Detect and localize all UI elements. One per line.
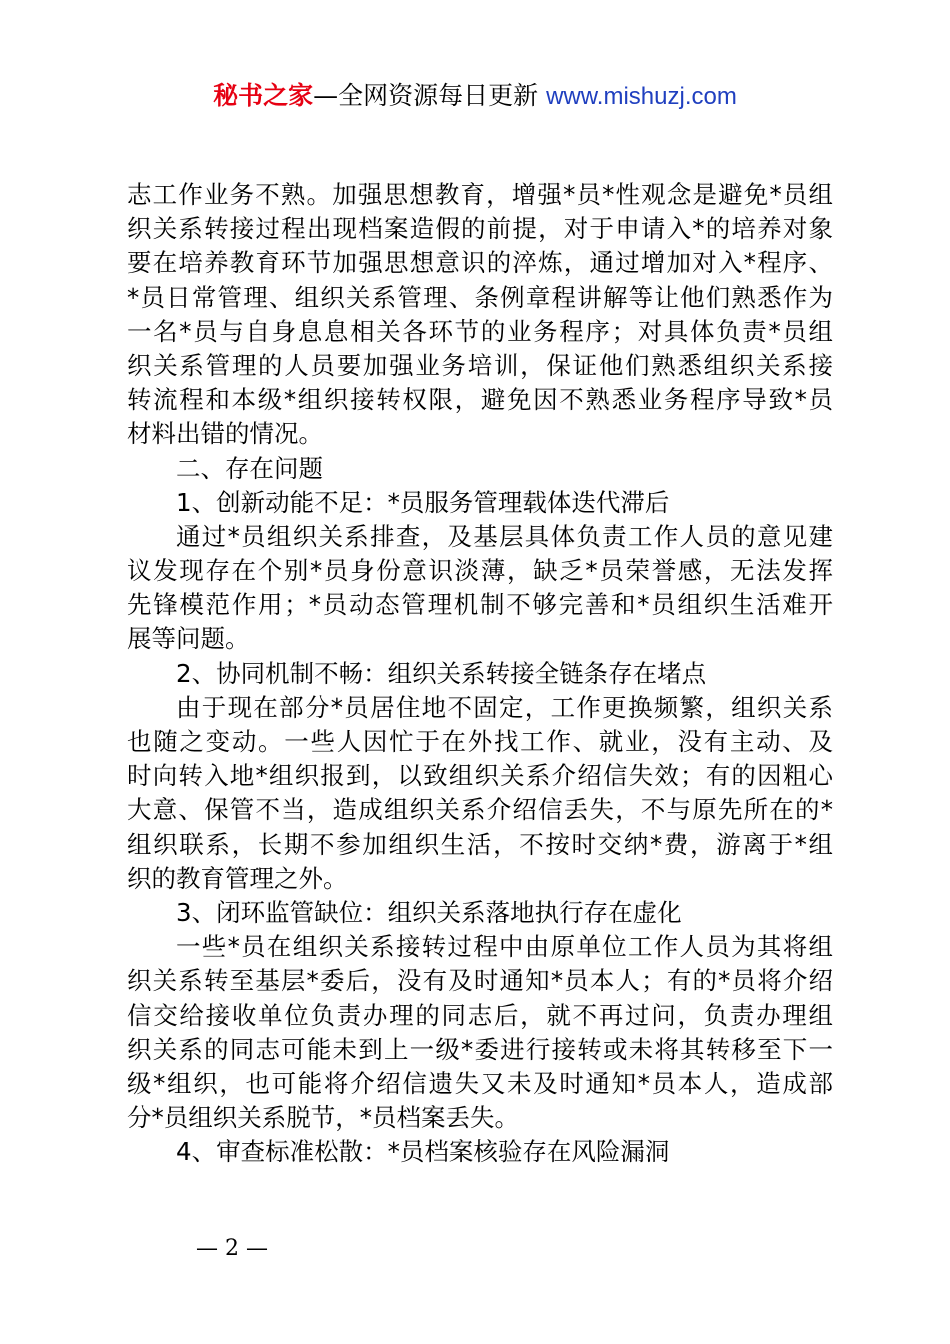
header-slogan: 全网资源每日更新 <box>338 81 547 110</box>
text-line: 信交给接收单位负责办理的同志后，就不再过问，负责办理组 <box>127 1000 833 1030</box>
text-line: 也随之变动。一些人因忙于在外找工作、就业，没有主动、及 <box>127 727 833 756</box>
subsection-heading: 2、协同机制不畅：组织关系转接全链条存在堵点 <box>176 658 707 688</box>
text-line: *员日常管理、组织关系管理、条例章程讲解等让他们熟悉作为 <box>127 282 833 312</box>
text-line: 志工作业务不熟。加强思想教育，增强*员*性观念是避免*员组 <box>127 180 833 209</box>
text-line: 织的教育管理之外。 <box>127 863 348 893</box>
text-line: 一些*员在组织关系接转过程中由原单位工作人员为其将组 <box>176 932 833 962</box>
text-line: 织关系的同志可能未到上一级*委进行接转或未将其转移至下一 <box>127 1034 833 1064</box>
site-url[interactable]: www.mishuzj.com <box>546 83 737 110</box>
site-header <box>0 80 950 113</box>
text-line: 时向转入地*组织报到，以致组织关系介绍信失效；有的因粗心 <box>127 761 833 791</box>
section-heading: 二、存在问题 <box>176 453 323 483</box>
text-line: 级*组织，也可能将介绍信遗失又未及时通知*员本人，造成部 <box>127 1068 833 1098</box>
text-line: 展等问题。 <box>127 624 250 654</box>
document-body <box>127 178 833 1169</box>
text-line: 通过*员组织关系排查，及基层具体负责工作人员的意见建 <box>176 521 833 551</box>
subsection-heading: 1、创新动能不足：*员服务管理载体迭代滞后 <box>176 487 670 517</box>
text-line: 织关系转至基层*委后，没有及时通知*员本人；有的*员将介绍 <box>127 966 833 996</box>
text-line: 材料出错的情况。 <box>127 419 323 449</box>
text-line: 组织联系，长期不参加组织生活，不按时交纳*费，游离于*组 <box>127 829 833 859</box>
text-line: 由于现在部分*员居住地不固定，工作更换频繁，组织关系 <box>176 692 833 722</box>
text-line: 转流程和本级*组织接转权限，避免因不熟悉业务程序导致*员 <box>127 385 833 415</box>
text-line: 先锋模范作用；*员动态管理机制不够完善和*员组织生活难开 <box>127 590 833 620</box>
site-brand: 秘书之家 <box>213 81 314 110</box>
header-dash: — <box>313 81 339 110</box>
text-line: 要在培养教育环节加强思想意识的淬炼，通过增加对入*程序、 <box>127 248 833 278</box>
text-line: 大意、保管不当，造成组织关系介绍信丢失，不与原先所在的* <box>127 795 833 825</box>
text-line: 分*员组织关系脱节，*员档案丢失。 <box>127 1103 519 1133</box>
text-line: 一名*员与自身息息相关各环节的业务程序；对具体负责*员组 <box>127 316 833 346</box>
subsection-heading: 3、闭环监管缺位：组织关系落地执行存在虚化 <box>176 897 682 927</box>
subsection-heading: 4、审查标准松散：*员档案核验存在风险漏洞 <box>176 1137 670 1167</box>
text-line: 织关系管理的人员要加强业务培训，保证他们熟悉组织关系接 <box>127 350 833 380</box>
page-number: — 2 — <box>196 1236 268 1261</box>
text-line: 织关系转接过程出现档案造假的前提，对于申请入*的培养对象 <box>127 214 833 244</box>
text-line: 议发现存在个别*员身份意识淡薄，缺乏*员荣誉感，无法发挥 <box>127 556 833 586</box>
